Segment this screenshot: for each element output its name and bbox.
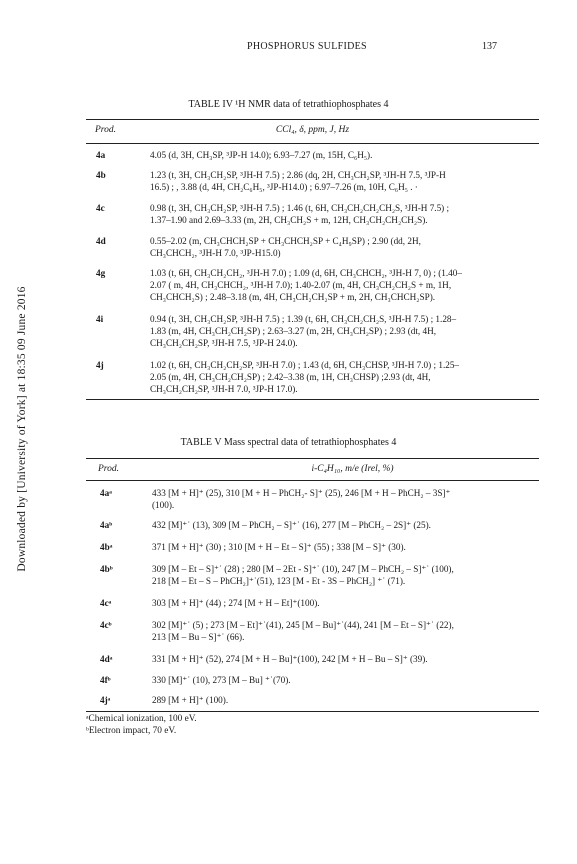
nmr-data (150, 313, 534, 350)
data-line: CH₃CHCH₂, ³JH-H 7.0, ³JP-H15.0) (150, 248, 281, 259)
data-line: 303 [M + H]⁺ (44) ; 274 [M + H – Et]⁺(100). (152, 598, 320, 608)
product-id: 4cᵇ (100, 620, 112, 630)
data-line: 0.98 (t, 3H, CH₃CH₂SP, ³JH-H 7.5) ; 1.46 (t, 6H, CH₃CH₂CH₂CH₂S, ³JH-H 7.5) ; (150, 203, 450, 213)
data-line: 2.05 (m, 4H, CH₃CH₂CH₂SP) ; 2.42–3.38 (m, 1H, CH₃CHSP) ;2.93 (dt, 4H, (150, 372, 431, 383)
table5-bottom-rule (86, 711, 539, 712)
mass-data (152, 597, 532, 609)
nmr-data (150, 359, 534, 396)
table5-footnotes (86, 714, 539, 737)
data-line: 16.5) ; , 3.88 (d, 4H, CH₂C₆H₅, ³JP-H14.0) ; 6.97–7.26 (m, 10H, C₆H₅ . · (150, 182, 418, 193)
table4-col-conditions: CCl₄, δ, ppm, J, Hz (275, 125, 350, 135)
product-id: 4d (96, 236, 106, 246)
table5-col-conditions: i-C₄H₁₀, m/e (Irel, %) (311, 464, 394, 474)
data-line: CH₃CHCH₂S) ; 2.48–3.18 (m, 4H, CH₃CH₂CH₂SP + m, 2H, CH₃CHCH₂SP). (150, 292, 436, 303)
data-line: 331 [M + H]⁺ (52), 274 [M + H – Bu]⁺(100), 242 [M + H – Bu – S]⁺ (39). (152, 654, 428, 664)
data-line: 0.55–2.02 (m, CH₃CHCH₂SP + CH₃CHCH₂SP + C₄H₉SP) ; 2.90 (dd, 2H, (150, 236, 421, 246)
nmr-data (150, 169, 534, 193)
table4-header-rule (86, 143, 539, 144)
mass-data (152, 619, 532, 643)
table5-header-rule (86, 480, 539, 481)
data-line: 432 [M]⁺˙ (13), 309 [M – PhCH₂ – S]⁺˙ (16), 277 [M – PhCH₂ – 2S]⁺ (25). (152, 520, 431, 530)
data-line: CH₃CH₂CH₂SP, ³JH-H 7.0, ³JP-H 17.0). (150, 384, 298, 395)
product-id: 4dᵃ (100, 654, 113, 664)
data-line: 309 [M – Et – S]⁺˙ (28) ; 280 [M – 2Et - S]⁺˙ (10), 247 [M – PhCH₂ – S]⁺˙ (100), (152, 564, 454, 574)
data-line: 1.23 (t, 3H, CH₃CH₂SP, ³JH-H 7.5) ; 2.86 (dq, 2H, CH₃CH₂SP, ³JH-H 7.5, ³JP-H (150, 170, 446, 180)
data-line: 213 [M – Bu – S]⁺˙ (66). (152, 632, 245, 643)
table4-col-product: Prod. (95, 125, 117, 135)
product-id: 4i (96, 314, 104, 324)
data-line: 289 [M + H]⁺ (100). (152, 695, 229, 705)
nmr-data (150, 235, 534, 259)
table4-top-rule (86, 119, 539, 120)
mass-data (152, 563, 532, 587)
product-id: 4jᵃ (100, 695, 111, 705)
product-id: 4c (96, 203, 105, 213)
page-number: 137 (482, 41, 497, 52)
table4-bottom-rule (86, 399, 539, 400)
table4-caption: TABLE IV ¹H NMR data of tetrathiophosphates 4 (188, 99, 389, 110)
data-line: 330 [M]⁺˙ (10), 273 [M – Bu] ⁺˙(70). (152, 675, 291, 685)
nmr-data (150, 267, 534, 304)
product-id: 4j (96, 360, 104, 370)
download-watermark: Downloaded by [University of York] at 18:35 09 June 2016 (16, 286, 28, 572)
nmr-data (150, 149, 534, 161)
data-line: 2.07 ( m, 4H, CH₃CHCH₂, ³JH-H 7.0); 1.40-2.07 (m, 4H, CH₃CH₂CH₂S + m, 1H, (150, 280, 452, 291)
footnote-a: ᵃChemical ionization, 100 eV. (86, 714, 197, 724)
table5-caption: TABLE V Mass spectral data of tetrathiophosphates 4 (180, 437, 397, 448)
data-line: 1.83 (m, 4H, CH₃CH₂CH₂SP) ; 2.63–3.27 (m, 2H, CH₃CH₂SP) ; 2.93 (dt, 4H, (150, 326, 437, 337)
product-id: 4bᵇ (100, 564, 113, 574)
product-id: 4aᵃ (100, 488, 112, 498)
nmr-data (150, 202, 534, 226)
mass-data (152, 487, 532, 511)
data-line: 433 [M + H]⁺ (25), 310 [M + H – PhCH₂- S]⁺ (25), 246 [M + H – PhCH₂ – 3S]⁺ (152, 488, 451, 498)
data-line: 1.37–1.90 and 2.69–3.33 (m, 2H, CH₃CH₂S + m, 12H, CH₃CH₂CH₂CH₂S). (150, 215, 428, 226)
table5-top-rule (86, 458, 539, 459)
product-id: 4fᵇ (100, 675, 111, 685)
data-line: 218 [M – Et – S – PhCH₂]⁺˙(51), 123 [M - Et - 3S – PhCH₂] ⁺˙ (71). (152, 576, 406, 587)
data-line: 0.94 (t, 3H, CH₃CH₂SP, ³JH-H 7.5) ; 1.39 (t, 6H, CH₃CH₂CH₂S, ³JH-H 7.5) ; 1.28– (150, 314, 457, 324)
data-line: (100). (152, 500, 175, 511)
data-line: 371 [M + H]⁺ (30) ; 310 [M + H – Et – S]⁺ (55) ; 338 [M – S]⁺ (30). (152, 542, 406, 552)
product-id: 4a (96, 150, 106, 160)
product-id: 4bᵃ (100, 542, 113, 552)
data-line: 1.03 (t, 6H, CH₃CH₂CH₂, ³JH-H 7.0) ; 1.09 (d, 6H, CH₃CHCH₂, ³JH-H 7, 0) ; (1.40– (150, 268, 462, 278)
mass-data (152, 519, 532, 531)
data-line: 4.05 (d, 3H, CH₃SP, ³JP-H 14.0); 6.93–7.27 (m, 15H, C₆H₅). (150, 150, 373, 160)
mass-data (152, 653, 532, 665)
mass-data (152, 541, 532, 553)
footnote-b: ᵇElectron impact, 70 eV. (86, 725, 177, 736)
product-id: 4aᵇ (100, 520, 113, 530)
product-id: 4g (96, 268, 106, 278)
mass-data (152, 674, 532, 686)
data-line: CH₃CH₂CH₂SP, ³JH-H 7.5, ³JP-H 24.0). (150, 338, 298, 349)
running-title: PHOSPHORUS SULFIDES (247, 41, 367, 52)
product-id: 4cᵃ (100, 598, 112, 608)
data-line: 302 [M]⁺˙ (5) ; 273 [M – Et]⁺˙(41), 245 [M – Bu]⁺˙(44), 241 [M – Et – S]⁺˙ (22), (152, 620, 454, 630)
product-id: 4b (96, 170, 106, 180)
data-line: 1.02 (t, 6H, CH₃CH₂CH₂SP, ³JH-H 7.0) ; 1.43 (d, 6H, CH₃CHSP, ³JH-H 7.0) ; 1.25– (150, 360, 460, 370)
table5-col-product: Prod. (98, 464, 120, 474)
mass-data (152, 694, 532, 706)
